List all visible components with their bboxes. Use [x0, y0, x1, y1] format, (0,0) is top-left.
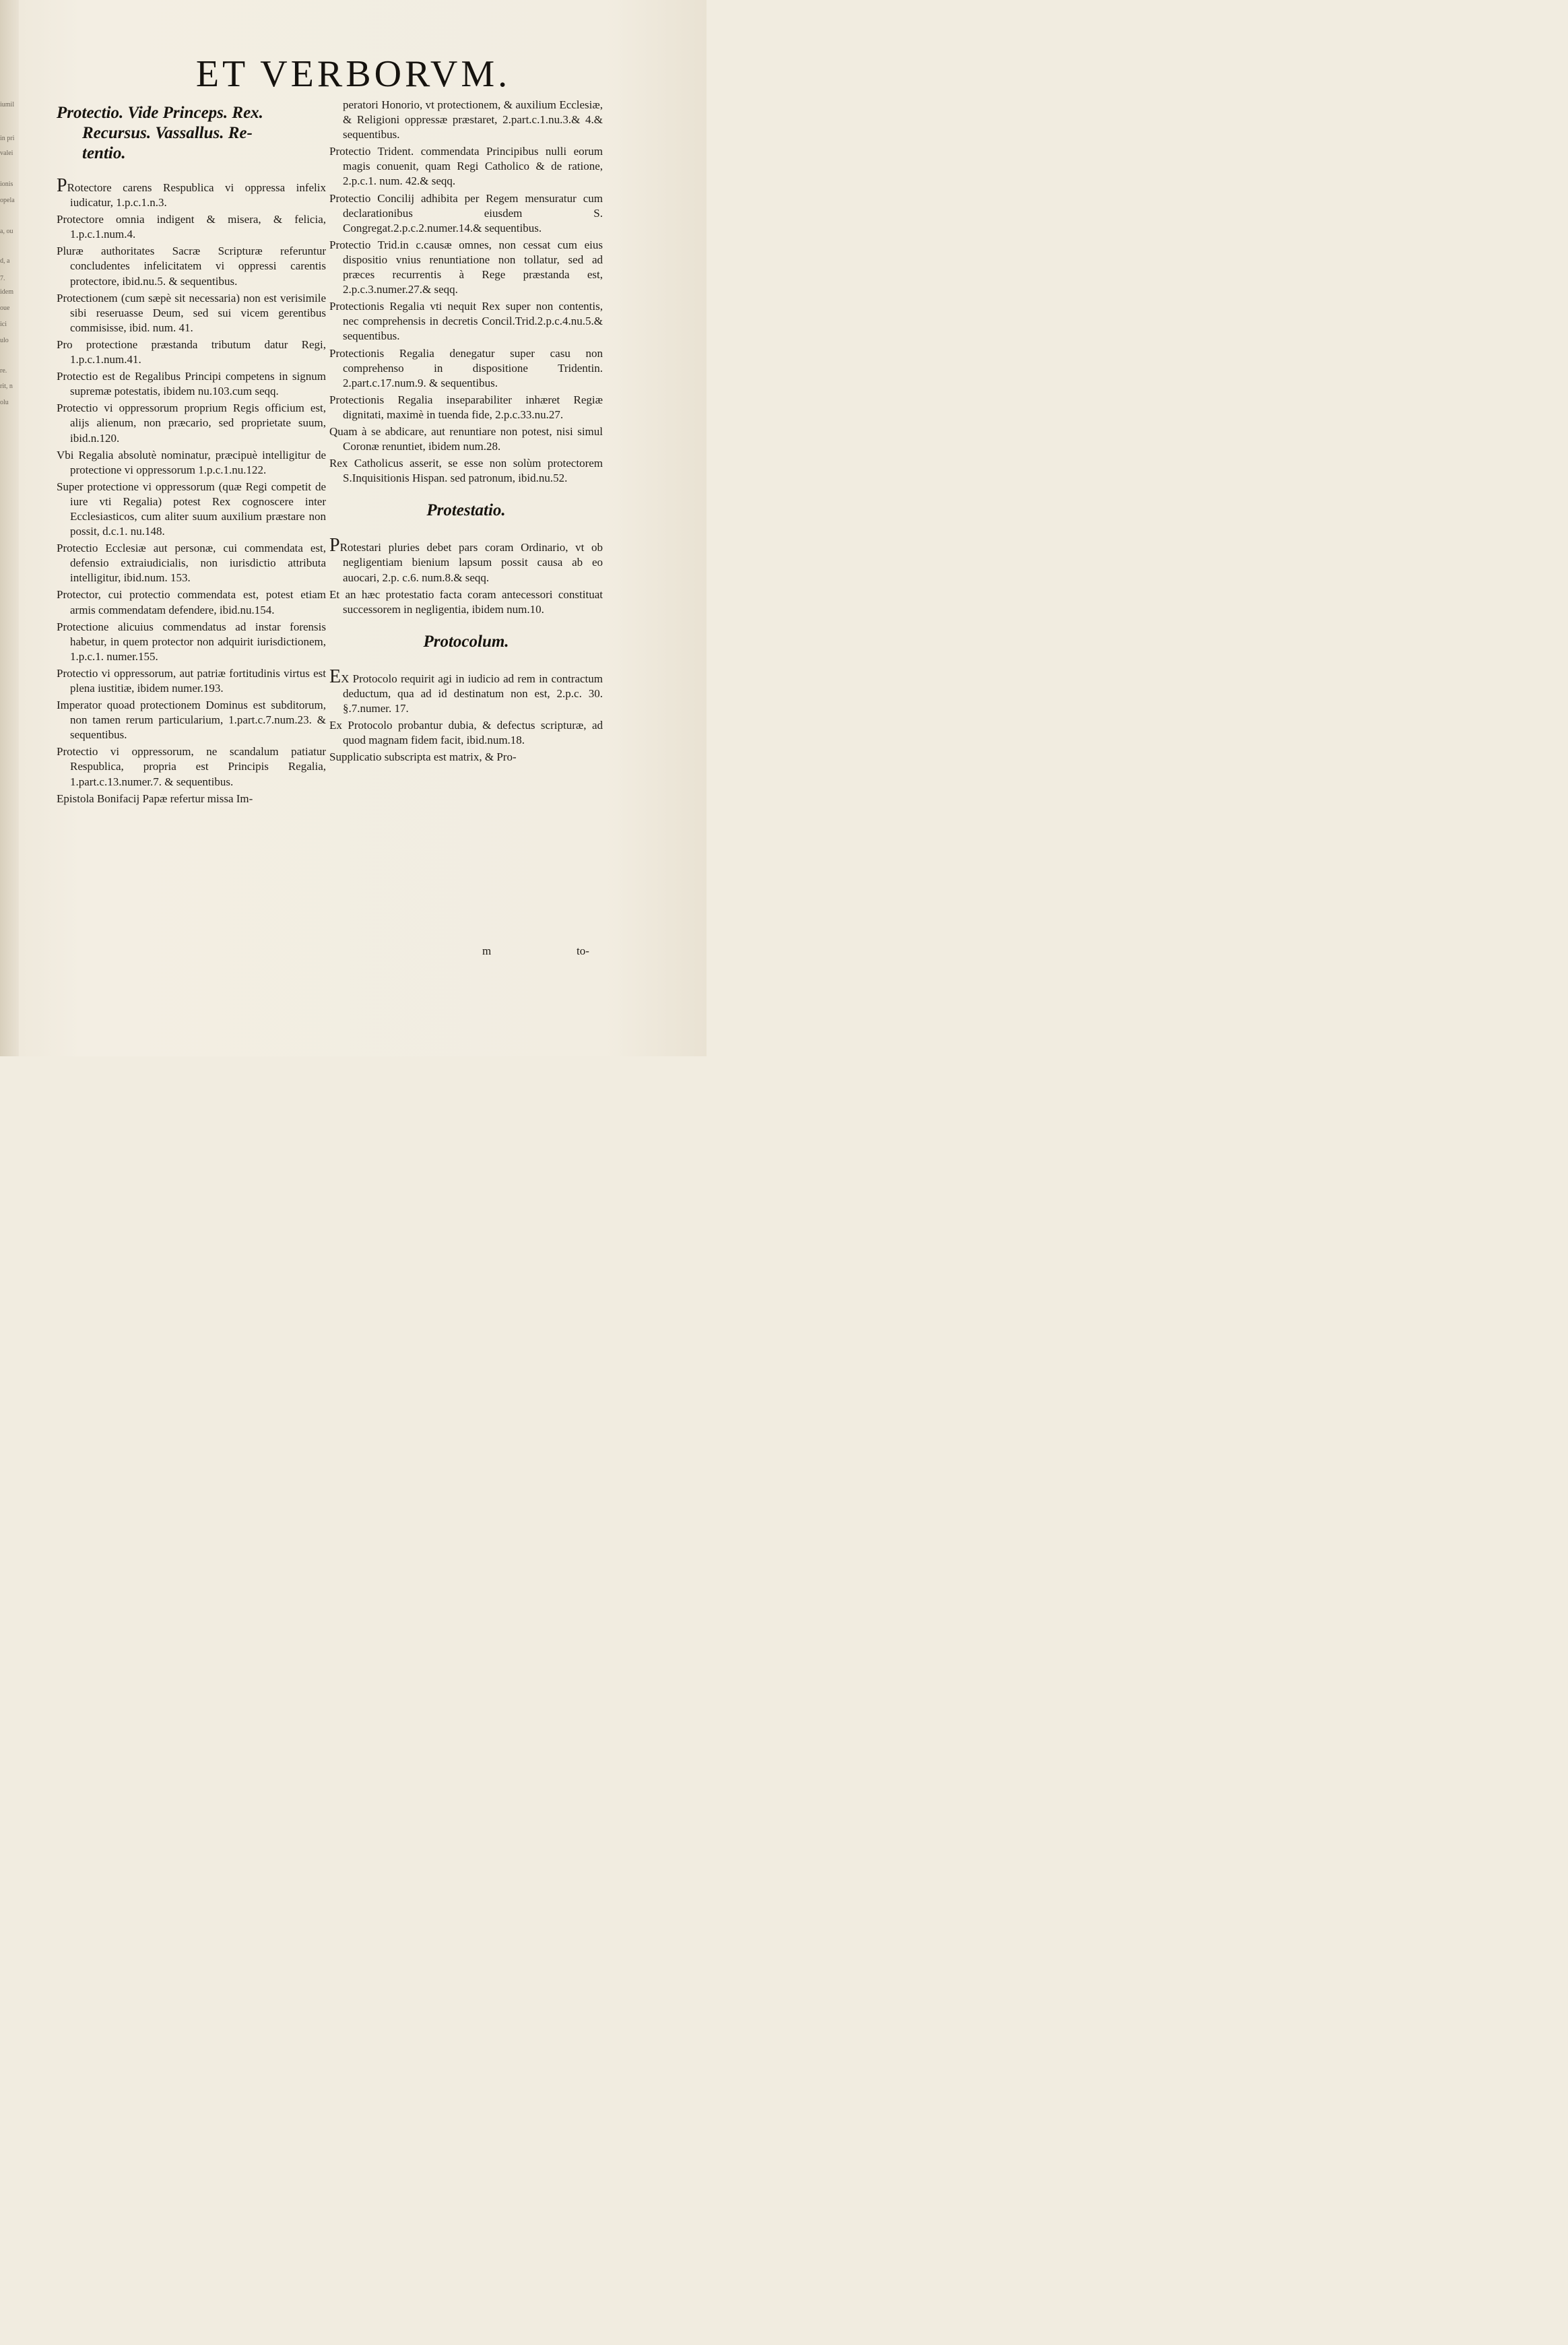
index-entry: Epistola Bonifacij Papæ refertur missa Im- — [57, 792, 253, 805]
left-column — [57, 98, 326, 808]
bleed-fragment: iumil — [0, 101, 15, 108]
index-entry: Protectionem (cum sæpè sit necessaria) non est verisimile sibi reseruasse Deum, sed sui vicem gerentibus commisisse, ibid. num. 41. — [57, 291, 326, 334]
index-entry: Vbi Regalia absolutè nominatur, præcipuè intelligitur de protectione vi oppressorum 1.p.c.1.nu.122. — [57, 448, 326, 476]
index-entry: Quam à se abdicare, aut renuntiare non potest, nisi simul Coronæ renuntiet, ibidem num.28. — [329, 424, 603, 453]
section-heading-cont: Recursus. Vassallus. Re- — [82, 124, 253, 142]
index-entry: Protectio Trid.in c.causæ omnes, non cessat cum eius dispositio vnius renuntiatione non tollatur, sed ad præces recurrentis à Rege præstanda est, 2.p.c.3.numer.27.& seqq. — [329, 238, 603, 296]
index-entry: PRotestari pluries debet pars coram Ordinario, vt ob negligentiam bienium lapsum possit causa ab eo auocari, 2.p. c.6. num.8.& seqq. — [329, 535, 603, 584]
index-entry: Supplicatio subscripta est matrix, & Pro- — [329, 750, 517, 764]
index-entry: Protectio vi oppressorum, aut patriæ fortitudinis virtus est plena iustitiæ, ibidem numer.193. — [57, 666, 326, 695]
running-header: ET VERBORVM. — [195, 53, 511, 95]
index-entry: PRotectore carens Respublica vi oppressa infelix iudicatur, 1.p.c.1.n.3. — [57, 175, 326, 210]
signature-mark: m — [482, 944, 492, 957]
index-entry: Imperator quoad protectionem Dominus est subditorum, non tamen rerum particularium, 1.part.c.7.num.23. & sequentibus. — [57, 699, 326, 742]
index-entry: Pro protectione præstanda tributum datur Regi, 1.p.c.1.num.41. — [57, 338, 326, 366]
index-entry: Protectio Ecclesiæ aut personæ, cui commendata est, defensio extraiudicialis, non iurisdictio attributa intelligitur, ibid.num. 153. — [57, 542, 326, 585]
index-entry: Et an hæc protestatio facta coram antecessori constituat successorem in negligentia, ibidem num.10. — [329, 587, 603, 616]
index-entry: Protectio Concilij adhibita per Regem mensuratur cum declarationibus eiusdem S. Congregat.2.p.c.2.numer.14.& sequentibus. — [329, 191, 603, 234]
index-entry: Super protectione vi oppressorum (quæ Regi competit de iure vti Regalia) potest Rex cognoscere inter Ecclesiasticos, cum aliter suum auxilium præstare non possit, d.c.1. nu.148. — [57, 480, 326, 538]
index-entry-continued: peratori Honorio, vt protectionem, & auxilium Ecclesiæ, & Religioni oppressæ præstaret, 2.part.c.1.nu.3.& 4.& sequentibus. — [343, 98, 603, 141]
index-entry: Rex Catholicus asserit, se esse non solùm protectorem S.Inquisitionis Hispan. sed patronum, ibid.nu.52. — [329, 457, 603, 485]
facing-page-edge — [0, 0, 19, 1056]
bleed-fragment: olu — [0, 399, 9, 406]
index-entry: Protectore omnia indigent & misera, & felicia, 1.p.c.1.num.4. — [57, 213, 326, 241]
bleed-fragment: oue — [0, 304, 10, 312]
bleed-fragment: a, ou — [0, 228, 13, 235]
index-entry: Protectionis Regalia inseparabiliter inhæret Regiæ dignitati, maximè in tuenda fide, 2.p.c.33.nu.27. — [329, 393, 603, 421]
index-entry: Protectio vi oppressorum proprium Regis officium est, alijs alienum, non præcario, sed proprietate suum, ibid.n.120. — [57, 401, 326, 445]
index-entry: Protectio est de Regalibus Principi competens in signum supremæ potestatis, ibidem nu.103.cum seqq. — [57, 370, 326, 398]
index-entry: Pluræ authoritates Sacræ Scripturæ referuntur concludentes infelicitatem vi oppressi carentis protectore, ibid.nu.5. & sequentibus. — [57, 245, 326, 288]
index-entry: Protectio Trident. commendata Principibus nulli eorum magis conuenit, quam Regi Catholico & de ratione, 2.p.c.1. num. 42.& seqq. — [329, 145, 603, 188]
bleed-fragment: valei — [0, 150, 13, 157]
bleed-fragment: in pri — [0, 135, 15, 142]
index-entry: EX Protocolo requirit agi in iudicio ad rem in contractum deductum, qua ad id destinatum non est, 2.p.c. 30. §.7.numer. 17. — [329, 666, 603, 715]
index-entry: Protector, cui protectio commendata est, potest etiam armis commendatam defendere, ibid.nu.154. — [57, 588, 326, 616]
bleed-fragment: ici — [0, 321, 7, 328]
section-heading-cont: tentio. — [82, 144, 126, 162]
index-entry: Protectio vi oppressorum, ne scandalum patiatur Respublica, propria est Principis Regalia, 1.part.c.13.numer.7. & sequentibus. — [57, 745, 326, 788]
bleed-fragment: ionis — [0, 181, 13, 188]
index-entry: Protectionis Regalia vti nequit Rex super non contentis, nec comprehensis in decretis Concil.Trid.2.p.c.4.nu.5.& sequentibus. — [329, 300, 603, 343]
bleed-fragment: rit, n — [0, 383, 13, 390]
section-heading-protectio: Protectio. Vide Princeps. Rex. — [57, 104, 263, 122]
bleed-fragment: ulo — [0, 337, 9, 344]
bleed-fragment: re. — [0, 367, 7, 375]
bleed-fragment: idem — [0, 288, 13, 296]
section-heading-protestatio: Protestatio. — [426, 501, 506, 520]
index-entry: Protectione alicuius commendatus ad instar forensis habetur, in quem protector non adquirit iurisdictionem, 1.p.c.1. numer.155. — [57, 620, 326, 663]
bleed-fragment: 7. — [0, 275, 5, 282]
book-page — [0, 0, 707, 1056]
bleed-fragment: opela — [0, 197, 15, 204]
catchword: to- — [577, 944, 589, 957]
index-entry: Ex Protocolo probantur dubia, & defectus scripturæ, ad quod magnam fidem facit, ibid.num.18. — [329, 719, 603, 747]
section-heading-protocolum: Protocolum. — [423, 632, 509, 651]
right-column — [329, 98, 603, 767]
index-entry: Protectionis Regalia denegatur super casu non comprehenso in dispositione Tridentin. 2.part.c.17.num.9. & sequentibus. — [329, 346, 603, 389]
bleed-fragment: d, a — [0, 257, 10, 265]
